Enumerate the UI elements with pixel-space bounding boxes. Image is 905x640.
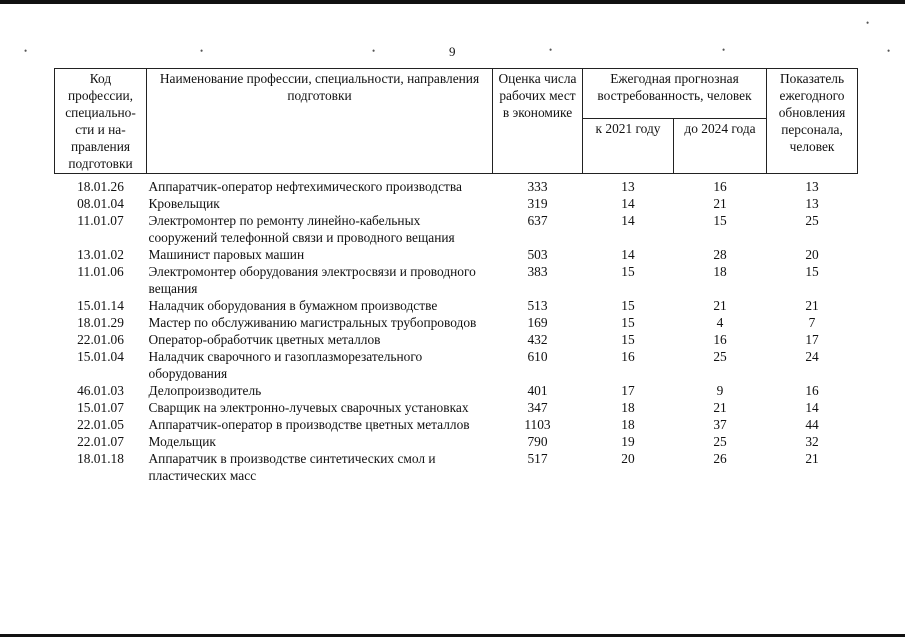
row-renewal: 44 xyxy=(805,417,819,432)
row-jobs: 503 xyxy=(527,247,548,262)
row-renewal: 32 xyxy=(805,434,819,449)
row-demand-2024: 21 xyxy=(713,298,727,313)
scan-speck: • xyxy=(24,46,28,56)
row-demand-2021: 19 xyxy=(621,434,635,449)
scan-speck: • xyxy=(549,45,553,55)
row-name: Аппаратчик в производстве синтетических смол и пластических масс xyxy=(148,451,436,483)
scan-speck: • xyxy=(887,46,891,56)
row-renewal: 25 xyxy=(805,213,819,228)
row-name: Аппаратчик-оператор в производстве цветных металлов xyxy=(148,417,470,432)
row-demand-2024: 21 xyxy=(713,196,727,211)
row-name: Оператор-обработчик цветных металлов xyxy=(148,332,381,347)
row-jobs: 517 xyxy=(527,451,548,466)
row-name: Машинист паровых машин xyxy=(148,247,305,262)
row-demand-2024: 18 xyxy=(713,264,727,279)
row-demand-2024: 37 xyxy=(713,417,727,432)
header-demand-2024: до 2024 года xyxy=(674,119,767,174)
row-jobs: 401 xyxy=(527,383,548,398)
row-name: Модельщик xyxy=(148,434,216,449)
row-demand-2024: 4 xyxy=(716,315,724,330)
row-renewal: 13 xyxy=(805,179,819,194)
row-code: 15.01.04 xyxy=(77,349,124,364)
table-row xyxy=(55,297,858,314)
row-jobs: 1103 xyxy=(524,417,551,432)
row-renewal: 7 xyxy=(808,315,816,330)
row-jobs: 513 xyxy=(527,298,548,313)
row-demand-2021: 16 xyxy=(621,349,635,364)
row-code: 15.01.07 xyxy=(77,400,124,415)
row-name: Электромонтер по ремонту линейно-кабельных сооружений телефонной связи и проводного вещания xyxy=(148,213,455,245)
row-demand-2024: 28 xyxy=(713,247,727,262)
row-jobs: 790 xyxy=(527,434,548,449)
row-demand-2021: 14 xyxy=(621,196,635,211)
row-demand-2024: 15 xyxy=(713,213,727,228)
row-code: 18.01.18 xyxy=(77,451,124,466)
header-renewal: Показатель ежегодного обновления персонала, человек xyxy=(767,69,858,174)
row-name: Наладчик оборудования в бумажном производстве xyxy=(148,298,438,313)
header-row xyxy=(55,69,858,119)
row-jobs: 169 xyxy=(527,315,548,330)
row-renewal: 15 xyxy=(805,264,819,279)
row-renewal: 21 xyxy=(805,451,819,466)
table-row xyxy=(55,212,858,246)
row-code: 11.01.06 xyxy=(77,264,124,279)
table-row xyxy=(55,195,858,212)
row-code: 18.01.26 xyxy=(77,179,124,194)
row-jobs: 432 xyxy=(527,332,548,347)
row-name: Сварщик на электронно-лучевых сварочных установках xyxy=(148,400,469,415)
row-jobs: 319 xyxy=(527,196,548,211)
row-code: 15.01.14 xyxy=(77,298,124,313)
row-name: Кровельщик xyxy=(148,196,220,211)
row-renewal: 14 xyxy=(805,400,819,415)
row-demand-2021: 17 xyxy=(621,383,635,398)
row-code: 46.01.03 xyxy=(77,383,124,398)
row-renewal: 24 xyxy=(805,349,819,364)
row-demand-2024: 16 xyxy=(713,179,727,194)
professions-table xyxy=(54,68,858,484)
row-jobs: 333 xyxy=(527,179,548,194)
row-name: Мастер по обслуживанию магистральных трубопроводов xyxy=(148,315,477,330)
row-demand-2021: 15 xyxy=(621,264,635,279)
table-row xyxy=(55,382,858,399)
scan-speck: • xyxy=(200,46,204,56)
table-row xyxy=(55,433,858,450)
row-demand-2021: 15 xyxy=(621,298,635,313)
row-jobs: 383 xyxy=(527,264,548,279)
row-demand-2024: 21 xyxy=(713,400,727,415)
row-code: 08.01.04 xyxy=(77,196,124,211)
header-code: Код профессии, специально-сти и на-правления подготовки xyxy=(55,69,147,174)
table-row xyxy=(55,263,858,297)
table-row xyxy=(55,416,858,433)
row-jobs: 610 xyxy=(527,349,548,364)
row-demand-2021: 18 xyxy=(621,400,635,415)
bottom-border-line xyxy=(0,634,905,637)
row-renewal: 20 xyxy=(805,247,819,262)
header-name: Наименование профессии, специальности, направления подготовки xyxy=(147,69,493,174)
table-row xyxy=(55,331,858,348)
row-demand-2024: 25 xyxy=(713,434,727,449)
row-demand-2021: 20 xyxy=(621,451,635,466)
row-jobs: 347 xyxy=(527,400,548,415)
row-code: 11.01.07 xyxy=(77,213,124,228)
row-name: Наладчик сварочного и газоплазморезательного оборудования xyxy=(148,349,423,381)
row-code: 18.01.29 xyxy=(77,315,124,330)
row-demand-2024: 26 xyxy=(713,451,727,466)
row-renewal: 13 xyxy=(805,196,819,211)
row-code: 22.01.07 xyxy=(77,434,124,449)
row-demand-2021: 14 xyxy=(621,247,635,262)
row-code: 13.01.02 xyxy=(77,247,124,262)
table-row xyxy=(55,450,858,484)
row-demand-2021: 15 xyxy=(621,332,635,347)
scan-speck: • xyxy=(722,45,726,55)
row-demand-2024: 9 xyxy=(716,383,724,398)
row-renewal: 21 xyxy=(805,298,819,313)
row-renewal: 17 xyxy=(805,332,819,347)
scan-speck: • xyxy=(372,46,376,56)
table-row xyxy=(55,174,858,196)
header-jobs: Оценка числа рабочих мест в экономике xyxy=(493,69,583,174)
row-demand-2024: 25 xyxy=(713,349,727,364)
header-demand-2021: к 2021 году xyxy=(583,119,674,174)
row-name: Электромонтер оборудования электросвязи и проводного вещания xyxy=(148,264,476,296)
row-code: 22.01.05 xyxy=(77,417,124,432)
row-demand-2021: 18 xyxy=(621,417,635,432)
top-border-line xyxy=(0,0,905,4)
row-demand-2024: 16 xyxy=(713,332,727,347)
table-row xyxy=(55,314,858,331)
table-row xyxy=(55,348,858,382)
table-row xyxy=(55,246,858,263)
row-code: 22.01.06 xyxy=(77,332,124,347)
row-name: Делопроизводитель xyxy=(148,383,262,398)
row-demand-2021: 13 xyxy=(621,179,635,194)
scan-speck: • xyxy=(866,18,870,28)
row-name: Аппаратчик-оператор нефтехимического производства xyxy=(148,179,462,194)
row-jobs: 637 xyxy=(527,213,548,228)
header-demand-group: Ежегодная прогнозная востребованность, человек xyxy=(583,69,767,119)
row-demand-2021: 15 xyxy=(621,315,635,330)
table-row xyxy=(55,399,858,416)
row-demand-2021: 14 xyxy=(621,213,635,228)
page-number: 9 xyxy=(449,44,456,59)
row-renewal: 16 xyxy=(805,383,819,398)
